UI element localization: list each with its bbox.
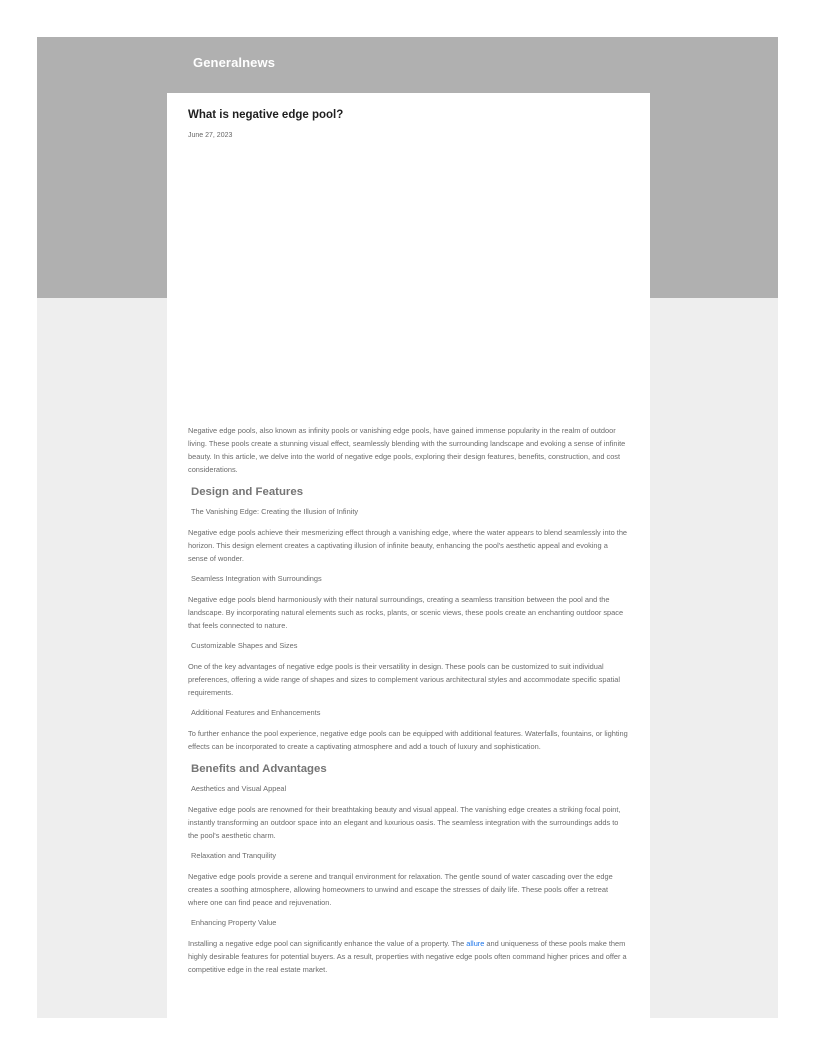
paragraph-text: and uniqueness of these pools make them highly desirable features for potential buyers. As a result, properties with negative edge pools often command higher prices and offer a competitive edge in the real estate market. bbox=[188, 939, 627, 974]
site-brand[interactable]: Generalnews bbox=[193, 55, 276, 70]
paragraph: To further enhance the pool experience, negative edge pools can be equipped with additional features. Waterfalls, fountains, or lighting effects can be incorporated to create a captivating atmosphere and add a touch of luxury and sophistication. bbox=[188, 729, 628, 751]
article-body bbox=[188, 424, 629, 976]
paragraph: One of the key advantages of negative edge pools is their versatility in design. These pools can be customized to suit individual preferences, offering a wide range of shapes and sizes to complement various architectural styles and accommodate specific spatial requirements. bbox=[188, 662, 621, 697]
subheading: Seamless Integration with Surroundings bbox=[191, 574, 322, 583]
post-title: What is negative edge pool? bbox=[188, 109, 344, 121]
paragraph: Negative edge pools are renowned for their breathtaking beauty and visual appeal. The vanishing edge creates a striking focal point, instantly transforming an outdoor space into an elegant and luxurious oasis. The seamless integration with the surroundings adds to the pool's aesthetic charm. bbox=[188, 805, 621, 840]
subheading: The Vanishing Edge: Creating the Illusion of Infinity bbox=[191, 507, 359, 516]
section-heading: Benefits and Advantages bbox=[191, 763, 327, 775]
subheading: Aesthetics and Visual Appeal bbox=[191, 784, 287, 793]
featured-media-placeholder bbox=[188, 139, 629, 424]
allure-link[interactable]: allure bbox=[466, 939, 485, 948]
subheading: Relaxation and Tranquility bbox=[191, 851, 277, 860]
subheading: Customizable Shapes and Sizes bbox=[191, 641, 298, 650]
paragraph bbox=[188, 937, 629, 976]
page-frame bbox=[37, 37, 778, 1018]
subheading: Additional Features and Enhancements bbox=[191, 708, 321, 717]
paragraph-text: Installing a negative edge pool can significantly enhance the value of a property. The bbox=[188, 939, 467, 948]
section-heading: Design and Features bbox=[191, 486, 304, 498]
intro-paragraph: Negative edge pools, also known as infinity pools or vanishing edge pools, have gained immense popularity in the realm of outdoor living. These pools create a stunning visual effect, seamlessly blending with the surrounding landscape and evoking a sense of infinite beauty. In this article, we delve into the world of negative edge pools, exploring their design features, benefits, construction, and cost considerations. bbox=[188, 426, 626, 474]
paragraph: Negative edge pools blend harmoniously with their natural surroundings, creating a seamless transition between the pool and the landscape. By incorporating natural elements such as rocks, plants, or scenic views, these pools create an enchanting outdoor space that feels connected to nature. bbox=[188, 595, 624, 630]
post-date: June 27, 2023 bbox=[188, 132, 233, 139]
article-card bbox=[167, 93, 650, 1018]
subheading: Enhancing Property Value bbox=[191, 918, 277, 927]
paragraph: Negative edge pools achieve their mesmerizing effect through a vanishing edge, where the water appears to blend seamlessly into the horizon. This design element creates a captivating illusion of infinite beauty, enhancing the pool's aesthetic appeal and evoking a sense of wonder. bbox=[188, 528, 628, 563]
paragraph: Negative edge pools provide a serene and tranquil environment for relaxation. The gentle sound of water cascading over the edge creates a soothing atmosphere, allowing homeowners to unwind and escape the stresses of daily life. These pools offer a retreat where one can find peace and rejuvenation. bbox=[188, 872, 613, 907]
